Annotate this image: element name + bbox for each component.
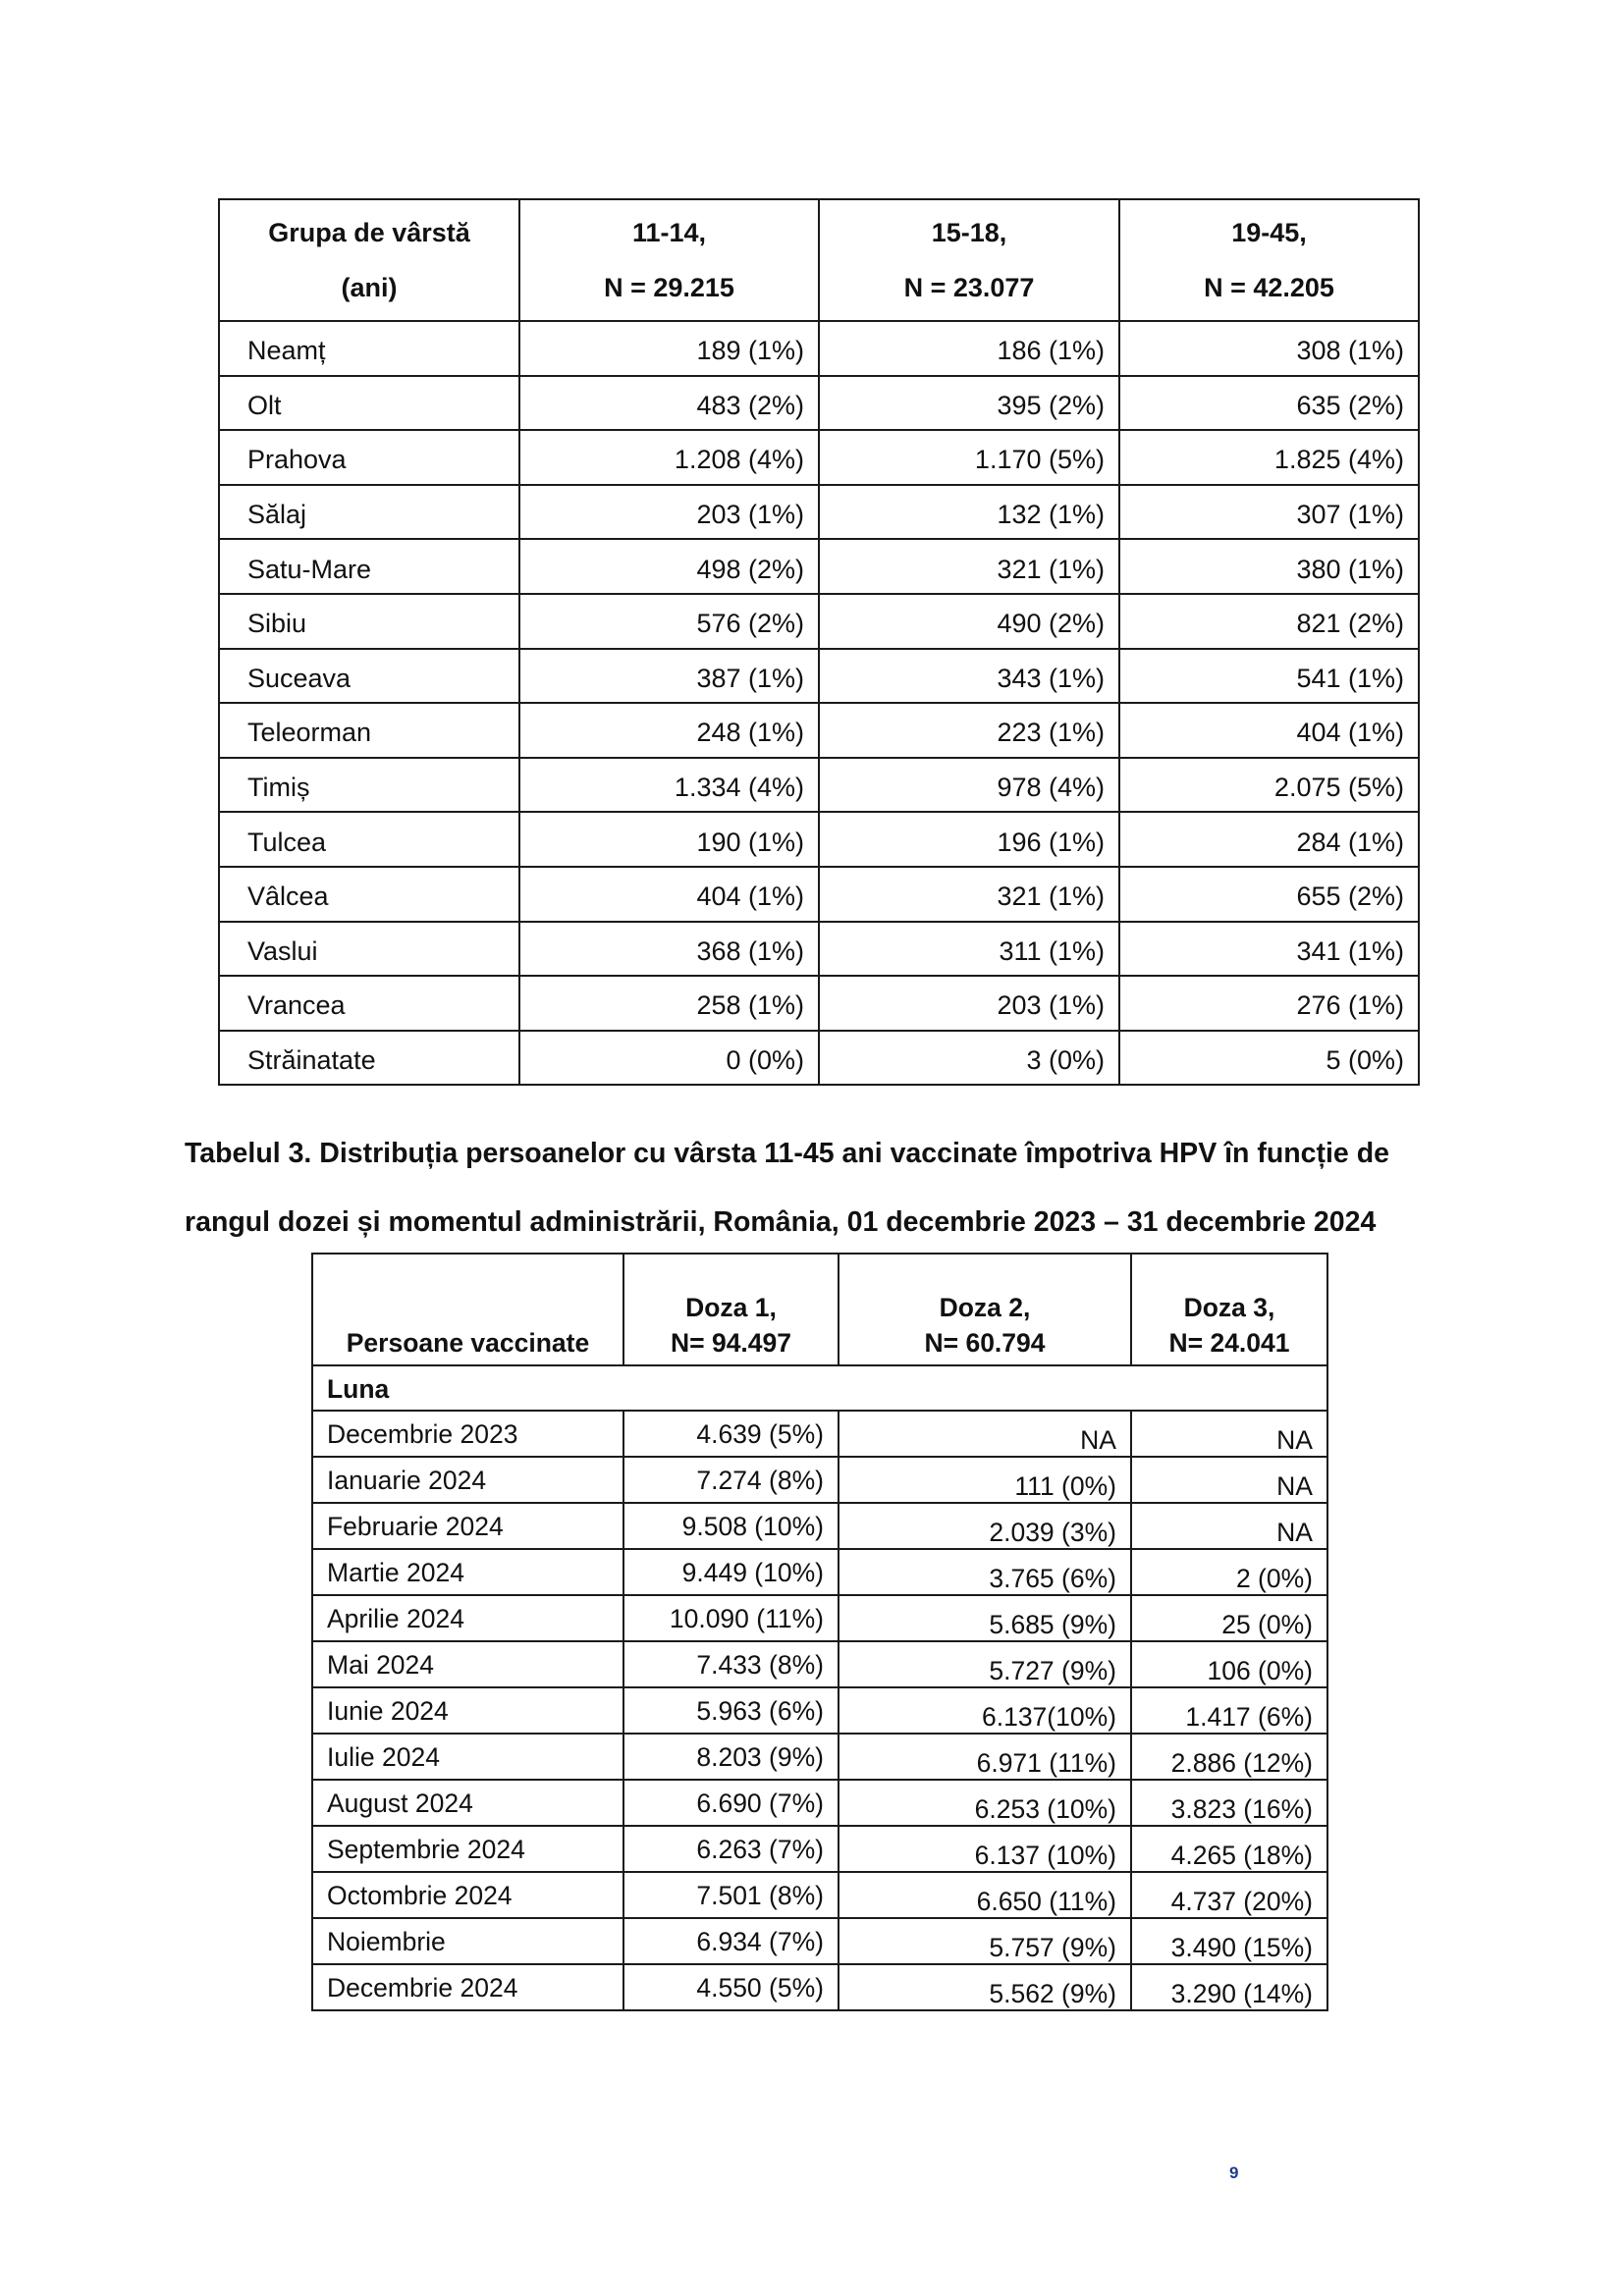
value-cell: 368 (1%) [519, 922, 819, 977]
table-row [312, 1595, 1327, 1641]
value-cell: 7.501 (8%) [623, 1872, 839, 1918]
value-cell: 25 (0%) [1131, 1595, 1327, 1641]
value-cell: 483 (2%) [519, 376, 819, 431]
value-cell: 2.886 (12%) [1131, 1734, 1327, 1780]
value-cell: 4.550 (5%) [623, 1964, 839, 2010]
value-cell: 380 (1%) [1119, 539, 1419, 594]
value-cell: 6.137 (10%) [839, 1826, 1131, 1872]
value-cell: NA [1131, 1457, 1327, 1503]
value-cell: 4.639 (5%) [623, 1411, 839, 1457]
value-cell: 498 (2%) [519, 539, 819, 594]
row-label: Sibiu [219, 594, 519, 649]
value-cell: 6.690 (7%) [623, 1780, 839, 1826]
value-cell: 0 (0%) [519, 1031, 819, 1086]
row-label: Iulie 2024 [312, 1734, 623, 1780]
value-cell: 186 (1%) [819, 321, 1119, 376]
value-cell: 395 (2%) [819, 376, 1119, 431]
value-cell: 223 (1%) [819, 703, 1119, 758]
age-19-45-header: 19-45, N = 42.205 [1119, 199, 1419, 321]
table-row [312, 1964, 1327, 2010]
value-cell: 341 (1%) [1119, 922, 1419, 977]
value-cell: NA [1131, 1411, 1327, 1457]
table-row [219, 649, 1419, 704]
row-label: Satu-Mare [219, 539, 519, 594]
row-label: Teleorman [219, 703, 519, 758]
table-row [219, 812, 1419, 867]
table-row [219, 430, 1419, 485]
dose-3-header: Doza 3, N= 24.041 [1131, 1254, 1327, 1365]
value-cell: 6.650 (11%) [839, 1872, 1131, 1918]
value-cell: 1.825 (4%) [1119, 430, 1419, 485]
table-header-row [219, 199, 1419, 321]
value-cell: 6.263 (7%) [623, 1826, 839, 1872]
table-row [312, 1734, 1327, 1780]
row-label: Iunie 2024 [312, 1687, 623, 1734]
value-cell: 6.971 (11%) [839, 1734, 1131, 1780]
value-cell: 2 (0%) [1131, 1549, 1327, 1595]
value-cell: 203 (1%) [519, 485, 819, 540]
table-row [219, 703, 1419, 758]
value-cell: 5.685 (9%) [839, 1595, 1131, 1641]
row-label: Sălaj [219, 485, 519, 540]
table-row [219, 321, 1419, 376]
value-cell: 3 (0%) [819, 1031, 1119, 1086]
value-cell: 7.274 (8%) [623, 1457, 839, 1503]
row-label: Vâlcea [219, 867, 519, 922]
value-cell: 9.508 (10%) [623, 1503, 839, 1549]
value-cell: 7.433 (8%) [623, 1641, 839, 1687]
table-row [312, 1687, 1327, 1734]
value-cell: 111 (0%) [839, 1457, 1131, 1503]
value-cell: 2.075 (5%) [1119, 758, 1419, 813]
row-label: August 2024 [312, 1780, 623, 1826]
row-label: Decembrie 2023 [312, 1411, 623, 1457]
value-cell: 5.727 (9%) [839, 1641, 1131, 1687]
table-row [312, 1549, 1327, 1595]
table-row [312, 1826, 1327, 1872]
value-cell: 307 (1%) [1119, 485, 1419, 540]
table-row [219, 376, 1419, 431]
value-cell: 8.203 (9%) [623, 1734, 839, 1780]
value-cell: 321 (1%) [819, 867, 1119, 922]
row-label: Martie 2024 [312, 1549, 623, 1595]
value-cell: 1.170 (5%) [819, 430, 1119, 485]
value-cell: 6.934 (7%) [623, 1918, 839, 1964]
value-cell: NA [1131, 1503, 1327, 1549]
county-distribution-table [218, 198, 1420, 1086]
persons-vaccinated-header: Persoane vaccinate [312, 1254, 623, 1365]
value-cell: NA [839, 1411, 1131, 1457]
value-cell: 635 (2%) [1119, 376, 1419, 431]
row-label: Vaslui [219, 922, 519, 977]
table-row [312, 1457, 1327, 1503]
value-cell: 132 (1%) [819, 485, 1119, 540]
value-cell: 3.490 (15%) [1131, 1918, 1327, 1964]
row-label: Decembrie 2024 [312, 1964, 623, 2010]
value-cell: 5.562 (9%) [839, 1964, 1131, 2010]
row-label: Septembrie 2024 [312, 1826, 623, 1872]
age-15-18-header: 15-18, N = 23.077 [819, 199, 1119, 321]
value-cell: 4.265 (18%) [1131, 1826, 1327, 1872]
table-header-row [312, 1254, 1327, 1365]
dose-by-month-table [311, 1253, 1328, 2011]
row-label: Suceava [219, 649, 519, 704]
value-cell: 4.737 (20%) [1131, 1872, 1327, 1918]
value-cell: 6.137(10%) [839, 1687, 1131, 1734]
value-cell: 404 (1%) [1119, 703, 1419, 758]
table-row [312, 1780, 1327, 1826]
value-cell: 821 (2%) [1119, 594, 1419, 649]
table-row [219, 867, 1419, 922]
value-cell: 190 (1%) [519, 812, 819, 867]
value-cell: 2.039 (3%) [839, 1503, 1131, 1549]
value-cell: 5.963 (6%) [623, 1687, 839, 1734]
value-cell: 3.823 (16%) [1131, 1780, 1327, 1826]
value-cell: 321 (1%) [819, 539, 1119, 594]
value-cell: 1.334 (4%) [519, 758, 819, 813]
value-cell: 106 (0%) [1131, 1641, 1327, 1687]
row-label: Vrancea [219, 976, 519, 1031]
table-row [219, 594, 1419, 649]
value-cell: 189 (1%) [519, 321, 819, 376]
value-cell: 576 (2%) [519, 594, 819, 649]
value-cell: 1.417 (6%) [1131, 1687, 1327, 1734]
row-label: Neamț [219, 321, 519, 376]
value-cell: 541 (1%) [1119, 649, 1419, 704]
table-row [312, 1641, 1327, 1687]
value-cell: 196 (1%) [819, 812, 1119, 867]
value-cell: 284 (1%) [1119, 812, 1419, 867]
table-row [219, 1031, 1419, 1086]
section-row [312, 1365, 1327, 1411]
value-cell: 10.090 (11%) [623, 1595, 839, 1641]
row-label: Noiembrie [312, 1918, 623, 1964]
value-cell: 6.253 (10%) [839, 1780, 1131, 1826]
value-cell: 5.757 (9%) [839, 1918, 1131, 1964]
row-label: Ianuarie 2024 [312, 1457, 623, 1503]
row-label: Mai 2024 [312, 1641, 623, 1687]
table-row [219, 922, 1419, 977]
value-cell: 3.290 (14%) [1131, 1964, 1327, 2010]
value-cell: 276 (1%) [1119, 976, 1419, 1031]
row-label: Timiș [219, 758, 519, 813]
table-row [312, 1411, 1327, 1457]
value-cell: 9.449 (10%) [623, 1549, 839, 1595]
age-11-14-header: 11-14, N = 29.215 [519, 199, 819, 321]
row-label: Februarie 2024 [312, 1503, 623, 1549]
table-row [312, 1503, 1327, 1549]
value-cell: 311 (1%) [819, 922, 1119, 977]
page-number: 9 [1229, 2163, 1239, 2182]
row-label: Aprilie 2024 [312, 1595, 623, 1641]
table-row [312, 1918, 1327, 1964]
value-cell: 490 (2%) [819, 594, 1119, 649]
value-cell: 3.765 (6%) [839, 1549, 1131, 1595]
value-cell: 655 (2%) [1119, 867, 1419, 922]
value-cell: 248 (1%) [519, 703, 819, 758]
age-group-header: Grupa de vârstă (ani) [219, 199, 519, 321]
row-label: Olt [219, 376, 519, 431]
table-row [219, 976, 1419, 1031]
dose-1-header: Doza 1, N= 94.497 [623, 1254, 839, 1365]
value-cell: 203 (1%) [819, 976, 1119, 1031]
value-cell: 404 (1%) [519, 867, 819, 922]
value-cell: 308 (1%) [1119, 321, 1419, 376]
row-label: Octombrie 2024 [312, 1872, 623, 1918]
table-row [219, 485, 1419, 540]
table-row [312, 1872, 1327, 1918]
value-cell: 387 (1%) [519, 649, 819, 704]
value-cell: 343 (1%) [819, 649, 1119, 704]
table-3-caption: Tabelul 3. Distribuția persoanelor cu vârsta 11-45 ani vaccinate împotriva HPV în funcție de rangul dozei și momentul administrării, România, 01 decembrie 2023 – 31 decembrie 2024 [185, 1138, 1389, 1238]
value-cell: 5 (0%) [1119, 1031, 1419, 1086]
row-label: Prahova [219, 430, 519, 485]
dose-2-header: Doza 2, N= 60.794 [839, 1254, 1131, 1365]
value-cell: 1.208 (4%) [519, 430, 819, 485]
value-cell: 978 (4%) [819, 758, 1119, 813]
table-row [219, 758, 1419, 813]
row-label: Tulcea [219, 812, 519, 867]
section-label-luna: Luna [312, 1365, 1327, 1411]
row-label: Străinatate [219, 1031, 519, 1086]
value-cell: 258 (1%) [519, 976, 819, 1031]
table-row [219, 539, 1419, 594]
